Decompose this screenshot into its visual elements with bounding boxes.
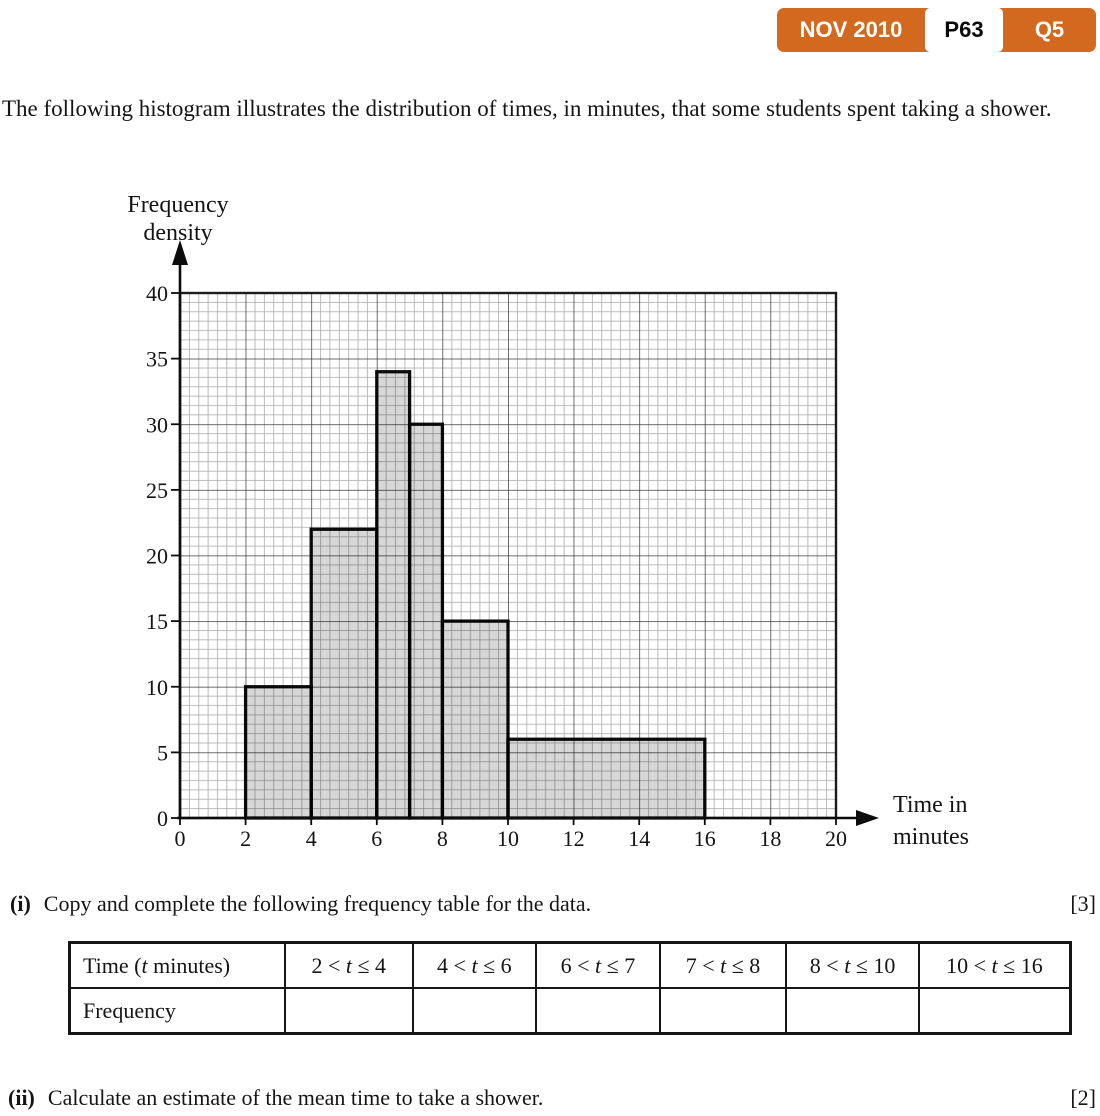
- question-i-marks: [3]: [1070, 891, 1096, 916]
- question-i: [10, 891, 1096, 917]
- time-interval-cell: 10 < t ≤ 16: [919, 943, 1071, 989]
- histogram-bar: [442, 621, 508, 818]
- y-tick-label: 20: [146, 543, 168, 569]
- table-header-time: Time (t minutes): [70, 943, 285, 989]
- histogram-bar: [246, 687, 312, 818]
- x-tick-label: 12: [562, 826, 585, 851]
- x-tick-label: 18: [759, 826, 782, 851]
- x-tick-label: 10: [497, 826, 519, 851]
- x-tick-label: 20: [825, 826, 847, 851]
- frequency-table: [68, 941, 1072, 1035]
- y-tick-label: 5: [157, 740, 168, 766]
- y-tick-label: 40: [146, 281, 168, 306]
- question-i-label: (i): [10, 891, 31, 916]
- badge-session-label: NOV 2010: [799, 17, 903, 42]
- histogram-bar: [410, 424, 443, 818]
- table-row-time: [70, 943, 1071, 989]
- frequency-blank-cell: [919, 988, 1071, 1034]
- x-tick-label: 2: [240, 826, 252, 851]
- x-axis-arrow-icon: [856, 810, 879, 826]
- y-axis-title-line1: Frequency: [127, 192, 229, 218]
- intro-text: The following histogram illustrates the distribution of times, in minutes, that some students spent taking a shower.: [2, 96, 1052, 121]
- y-tick-label: 25: [146, 477, 168, 503]
- x-tick-label: 4: [305, 826, 317, 851]
- x-axis-ticks: [175, 818, 848, 851]
- x-tick-label: 14: [628, 826, 651, 851]
- y-axis-title-line2: density: [143, 220, 213, 246]
- histogram-bar: [508, 739, 705, 818]
- question-ii-text: Calculate an estimate of the mean time to take a shower.: [47, 1085, 544, 1110]
- frequency-blank-cell: [786, 988, 919, 1034]
- question-ii-marks: [2]: [1070, 1085, 1096, 1110]
- x-tick-label: 8: [436, 826, 448, 851]
- histogram-chart: [0, 150, 1100, 890]
- histogram-svg: [0, 150, 1100, 890]
- x-tick-label: 6: [371, 826, 383, 851]
- question-ii: [8, 1085, 1096, 1111]
- question-ii-label: (ii): [8, 1085, 35, 1110]
- histogram-bar: [377, 372, 410, 818]
- frequency-blank-cell: [660, 988, 787, 1034]
- y-tick-label: 15: [146, 609, 168, 635]
- paper-reference-badge: [777, 8, 1096, 52]
- badge-question-label: Q5: [1034, 17, 1065, 42]
- time-interval-cell: 2 < t ≤ 4: [285, 943, 413, 989]
- badge-paper-label: P63: [925, 8, 1003, 52]
- frequency-blank-cell: [413, 988, 537, 1034]
- time-interval-cell: 7 < t ≤ 8: [660, 943, 787, 989]
- frequency-blank-cell: [285, 988, 413, 1034]
- time-interval-cell: 8 < t ≤ 10: [786, 943, 919, 989]
- table-row-frequency: [70, 988, 1071, 1034]
- x-tick-label: 0: [174, 826, 186, 851]
- table-header-frequency: Frequency: [70, 988, 285, 1034]
- y-tick-label: 35: [146, 346, 168, 372]
- x-axis-title-line2: minutes: [893, 824, 969, 850]
- time-interval-cell: 6 < t ≤ 7: [536, 943, 660, 989]
- question-i-text: Copy and complete the following frequency table for the data.: [43, 891, 592, 916]
- x-axis-title-line1: Time in: [893, 792, 968, 818]
- y-axis-ticks: [146, 281, 180, 831]
- frequency-blank-cell: [536, 988, 660, 1034]
- x-tick-label: 16: [693, 826, 716, 851]
- time-interval-cell: 4 < t ≤ 6: [413, 943, 537, 989]
- histogram-bar: [311, 529, 377, 818]
- y-tick-label: 0: [157, 806, 168, 831]
- y-tick-label: 10: [146, 674, 168, 700]
- y-tick-label: 30: [146, 412, 168, 438]
